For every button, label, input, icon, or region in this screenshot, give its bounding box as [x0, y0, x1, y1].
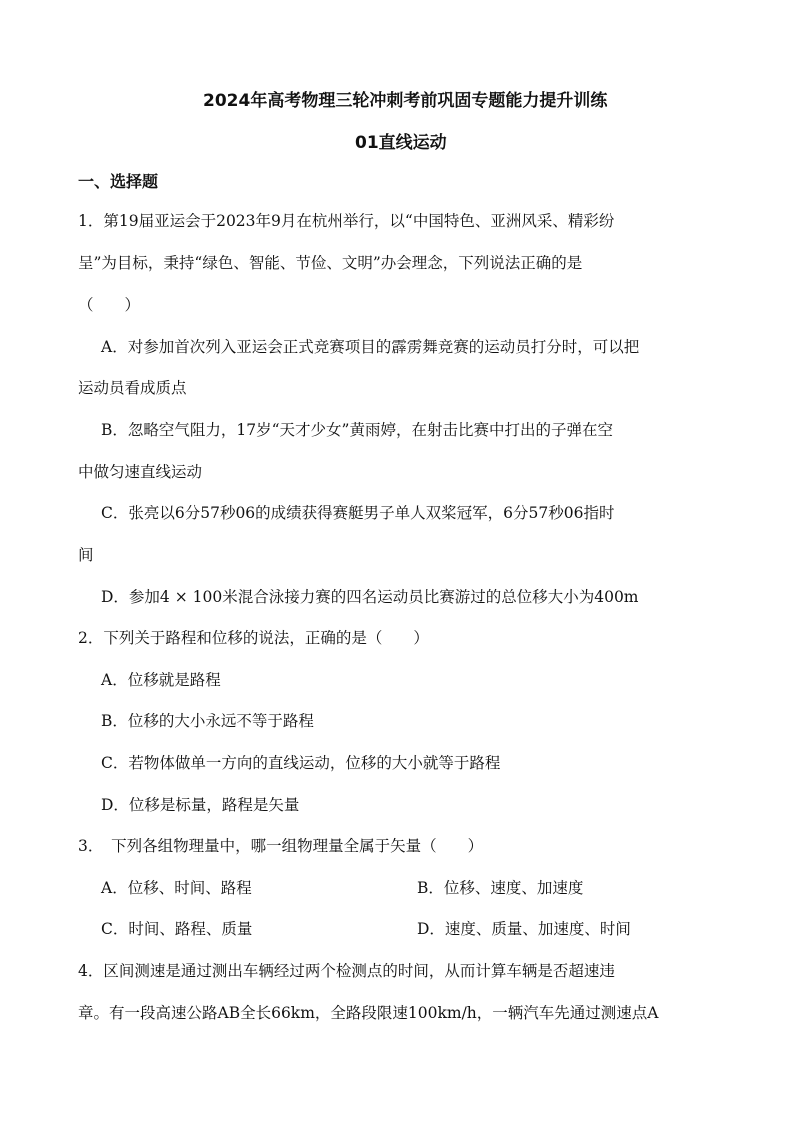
q3-option-a: A．位移、时间、路程 [101, 879, 252, 897]
document-title: 2024年高考物理三轮冲刺考前巩固专题能力提升训练 [203, 91, 608, 111]
q1-stem-line3: （ ） [78, 296, 141, 314]
q1-option-c-line1: C．张亮以6分57秒06的成绩获得赛艇男子单人双桨冠军，6分57秒06指时 [101, 504, 615, 522]
q3-option-c: C．时间、路程、质量 [101, 920, 253, 938]
q4-stem-line2: 章。有一段高速公路AB全长66km，全路段限速100km/h，一辆汽车先通过测速点A [78, 1004, 659, 1022]
q1-stem-line1: 1．第19届亚运会于2023年9月在杭州举行，以“中国特色、亚洲风采、精彩纷 [78, 212, 615, 230]
document-subtitle: 01直线运动 [355, 133, 447, 153]
q1-option-b-line2: 中做匀速直线运动 [78, 463, 203, 481]
q1-option-a-line2: 运动员看成质点 [78, 379, 187, 397]
q1-option-a-line1: A．对参加首次列入亚运会正式竞赛项目的霹雳舞竞赛的运动员打分时，可以把 [101, 338, 640, 356]
q2-option-c: C．若物体做单一方向的直线运动，位移的大小就等于路程 [101, 754, 501, 772]
q2-option-d: D．位移是标量，路程是矢量 [101, 796, 300, 814]
q3-option-b: B．位移、速度、加速度 [417, 879, 584, 897]
q2-stem: 2．下列关于路程和位移的说法，正确的是（ ） [78, 629, 429, 647]
q1-option-c-line2: 间 [78, 546, 94, 564]
q3-option-d: D．速度、质量、加速度、时间 [417, 920, 631, 938]
q1-stem-line2: 呈”为目标，秉持“绿色、智能、节俭、文明”办会理念，下列说法正确的是 [78, 254, 583, 272]
q4-stem-line1: 4．区间测速是通过测出车辆经过两个检测点的时间，从而计算车辆是否超速违 [78, 962, 615, 980]
q3-stem: 3． 下列各组物理量中，哪一组物理量全属于矢量（ ） [78, 837, 484, 855]
q2-option-a: A．位移就是路程 [101, 671, 221, 689]
q2-option-b: B．位移的大小永远不等于路程 [101, 712, 314, 730]
section-heading: 一、选择题 [78, 172, 159, 191]
q1-option-b-line1: B．忽略空气阻力，17岁“天才少女”黄雨婷，在射击比赛中打出的子弹在空 [101, 421, 613, 439]
q1-option-d-line1: D．参加4 × 100米混合泳接力赛的四名运动员比赛游过的总位移大小为400m [101, 588, 639, 606]
